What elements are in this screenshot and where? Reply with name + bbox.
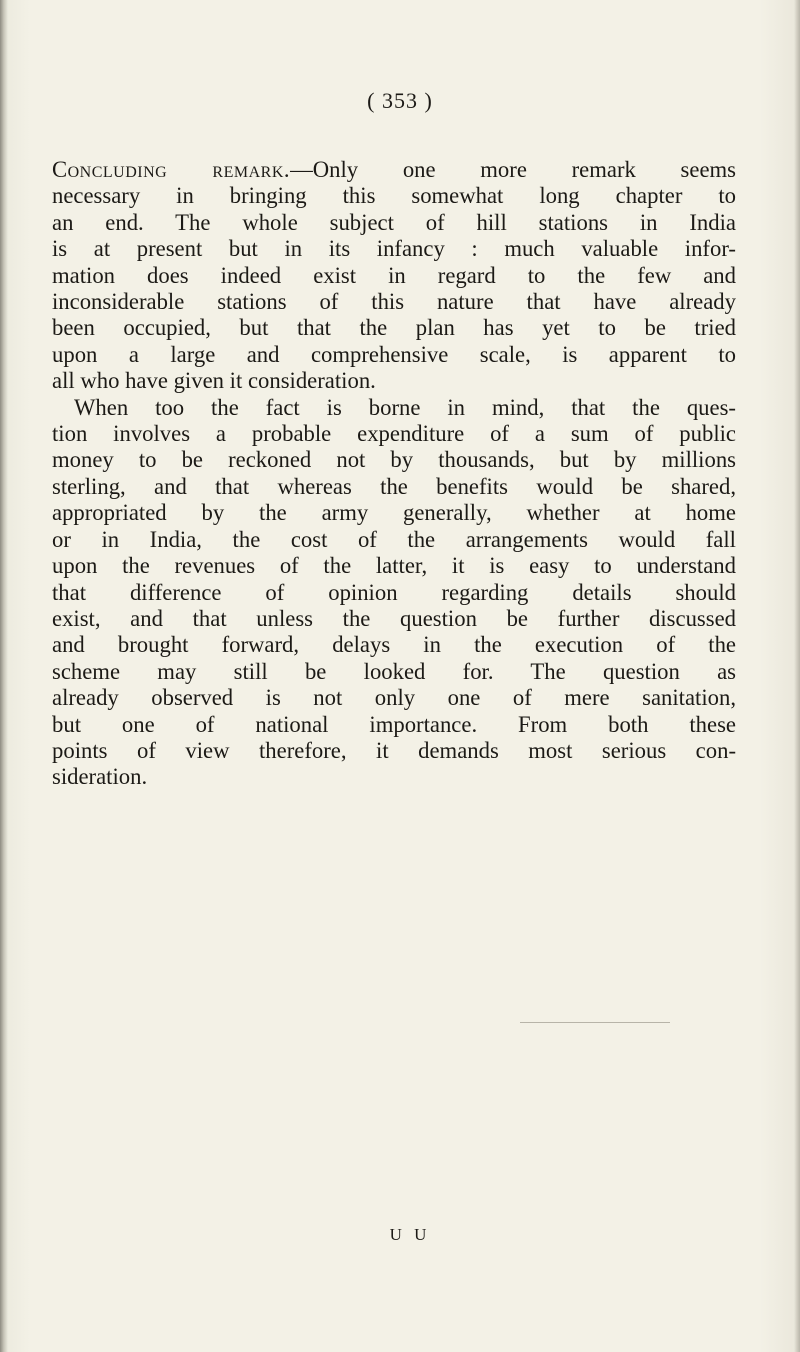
text-line: sterling, and that whereas the benefits would be shared,: [52, 473, 736, 499]
text-line: points of view therefore, it demands most serious con-: [52, 737, 736, 763]
text-line: upon the revenues of the latter, it is easy to understand: [52, 553, 736, 579]
signature-mark: U U: [389, 1225, 431, 1244]
page-number: ( 353 ): [367, 88, 433, 113]
text-line: mation does indeed exist in regard to the few and: [52, 262, 736, 288]
text-line: appropriated by the army generally, whether at home: [52, 500, 736, 526]
faint-rule: [520, 1022, 670, 1023]
text-line: already observed is not only one of mere sanitation,: [52, 685, 736, 711]
text-line: necessary in bringing this somewhat long chapter to: [52, 183, 736, 209]
text-line: exist, and that unless the question be further discussed: [52, 605, 736, 631]
text-line: upon a large and comprehensive scale, is apparent to: [52, 341, 736, 367]
page-gutter-left: [0, 0, 8, 1352]
text-line: an end. The whole subject of hill stations in India: [52, 209, 736, 235]
body-text: [52, 157, 736, 791]
text-line: When too the fact is borne in mind, that the ques-: [74, 394, 736, 420]
paragraph-question-cost: [52, 395, 736, 791]
section-heading: Concluding remark.: [52, 157, 291, 182]
text-line: sideration.: [52, 764, 148, 790]
text-line: inconsiderable stations of this nature that have already: [52, 289, 736, 315]
text-line: been occupied, but that the plan has yet to be tried: [52, 315, 736, 341]
text-line: money to be reckoned not by thousands, but by millions: [52, 447, 736, 473]
text-line: is at present but in its infancy : much valuable infor-: [52, 236, 736, 262]
text-line: tion involves a probable expenditure of a sum of public: [52, 421, 736, 447]
page-edge-right: [794, 0, 800, 1352]
text-line: that difference of opinion regarding details should: [52, 579, 736, 605]
text-line: scheme may still be looked for. The question as: [52, 658, 736, 684]
text-line-rest: —Only one more remark seems: [290, 157, 736, 182]
text-line: and brought forward, delays in the execution of the: [52, 632, 736, 658]
text-line: or in India, the cost of the arrangements would fall: [52, 526, 736, 552]
paragraph-concluding-remark: [52, 157, 736, 395]
text-line: [52, 157, 736, 183]
text-line: all who have given it consideration.: [52, 368, 376, 394]
text-line: but one of national importance. From both these: [52, 711, 736, 737]
